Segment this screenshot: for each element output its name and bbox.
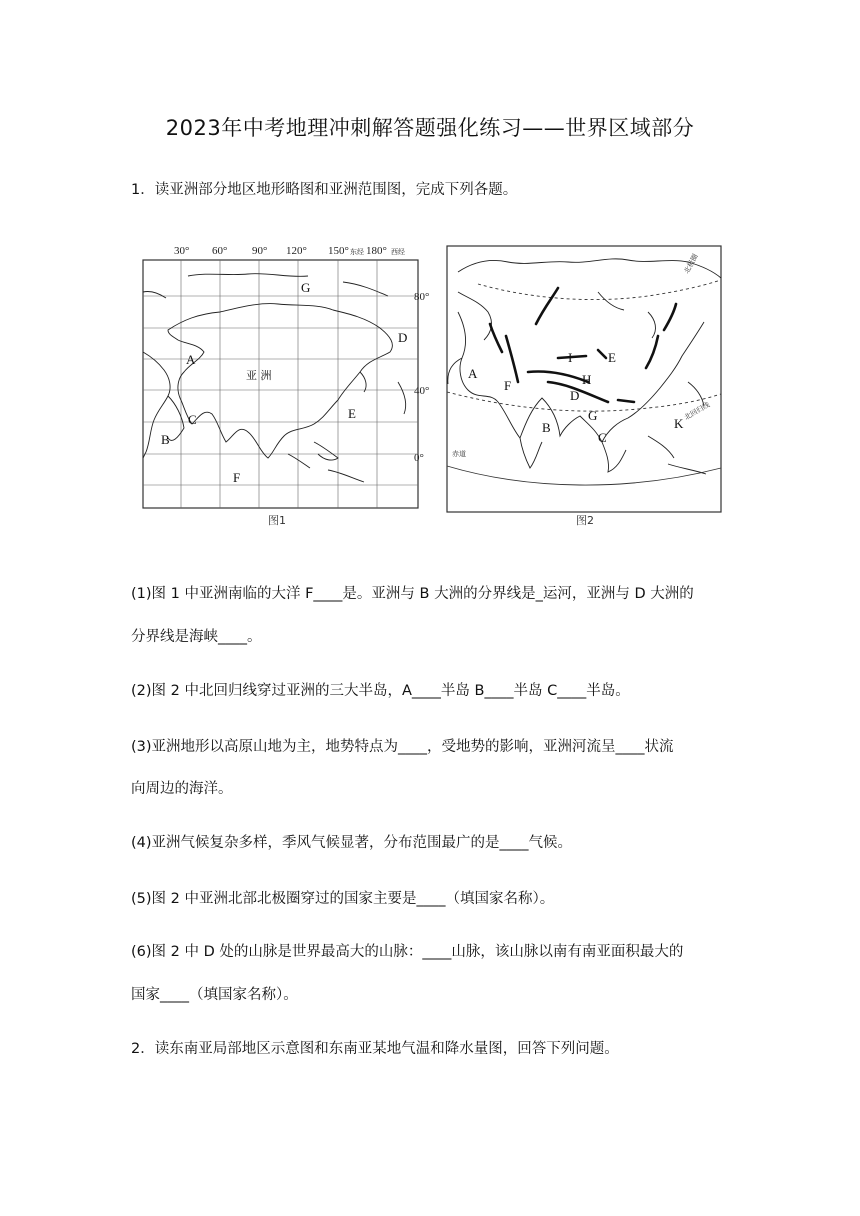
- fig2-letter-b: B: [542, 420, 551, 435]
- arctic-circle-line: [478, 280, 721, 300]
- question-1-figures: [128, 232, 728, 532]
- question-1-sub-6-line-1: (6)图 2 中 D 处的山脉是世界最高大的山脉：____山脉，该山脉以南有南亚面积最大的: [131, 944, 684, 960]
- question-1-sub-4: (4)亚洲气候复杂多样，季风气候显著，分布范围最广的是____气候。: [131, 835, 573, 851]
- fig2-letter-k: K: [674, 416, 684, 431]
- question-1-sub-3-line-2: 向周边的海洋。: [131, 781, 233, 797]
- fig2-letter-h: H: [582, 372, 592, 387]
- fig1-letter-g: G: [301, 280, 311, 295]
- figure-2-caption: 图2: [576, 514, 594, 527]
- fig1-letter-b: B: [161, 432, 170, 447]
- tropic-line: [447, 392, 721, 411]
- figure-1-caption: 图1: [268, 514, 286, 527]
- fig2-letter-g: G: [588, 408, 598, 423]
- figure-1-lat-labels: [414, 291, 429, 464]
- lon-label-90: 90°: [252, 245, 268, 257]
- lat-label-80: 80°: [414, 291, 430, 303]
- figure-1-lon-labels: [174, 245, 405, 257]
- fig2-letter-i: I: [568, 350, 573, 365]
- lon-label-120: 120°: [286, 245, 307, 257]
- lon-label-180: 180°: [366, 245, 387, 257]
- maps-svg: [128, 232, 728, 532]
- equator-label: 赤道: [452, 450, 466, 458]
- question-1-sub-5: (5)图 2 中亚洲北部北极圈穿过的国家主要是____（填国家名称）。: [131, 891, 555, 907]
- fig1-letter-d: D: [398, 330, 408, 345]
- question-1-sub-1-line-1: (1)图 1 中亚洲南临的大洋 F____是。亚洲与 B 大洲的分界线是_运河，亚洲与 D 大洲的: [131, 586, 694, 602]
- question-1-sub-2: (2)图 2 中北回归线穿过亚洲的三大半岛，A____半岛 B____半岛 C____半岛。: [131, 683, 630, 699]
- fig1-region-label: 亚 洲: [246, 369, 272, 382]
- lon-label-60: 60°: [212, 245, 228, 257]
- question-2-prompt: 2．读东南亚局部地区示意图和东南亚某地气温和降水量图，回答下列问题。: [131, 1041, 619, 1057]
- figure-1-map: [143, 245, 429, 527]
- page-title: 2023年中考地理冲刺解答题强化练习——世界区域部分: [165, 116, 695, 140]
- lat-label-40: 40°: [414, 385, 430, 397]
- lon-label-east: 东经: [350, 248, 364, 256]
- fig2-letter-f: F: [504, 378, 512, 393]
- question-1-sub-3-line-1: (3)亚洲地形以高原山地为主，地势特点为____，受地势的影响，亚洲河流呈____状流: [131, 739, 674, 755]
- lat-label-0: 0°: [414, 452, 424, 464]
- fig2-letter-e: E: [608, 350, 616, 365]
- lon-label-30: 30°: [174, 245, 190, 257]
- equator-line: [447, 466, 721, 485]
- fig1-letter-a: A: [186, 352, 196, 367]
- fig1-letter-c: C: [188, 412, 197, 427]
- question-1-prompt: 1．读亚洲部分地区地形略图和亚洲范围图，完成下列各题。: [131, 182, 518, 198]
- fig2-letter-c: C: [598, 430, 607, 445]
- fig1-letter-e: E: [348, 406, 356, 421]
- tropic-label: 北回归线: [683, 400, 712, 422]
- figure-2-map: [447, 246, 721, 527]
- fig2-letter-a: A: [468, 366, 478, 381]
- fig2-letter-d: D: [570, 388, 580, 403]
- lon-label-150: 150°: [328, 245, 349, 257]
- fig1-letter-f: F: [233, 470, 241, 485]
- lon-label-west: 西经: [391, 248, 405, 256]
- arctic-circle-label: 北极圈: [682, 252, 700, 275]
- question-1-sub-1-line-2: 分界线是海峡____。: [131, 629, 262, 645]
- question-1-sub-6-line-2: 国家____（填国家名称）。: [131, 987, 298, 1003]
